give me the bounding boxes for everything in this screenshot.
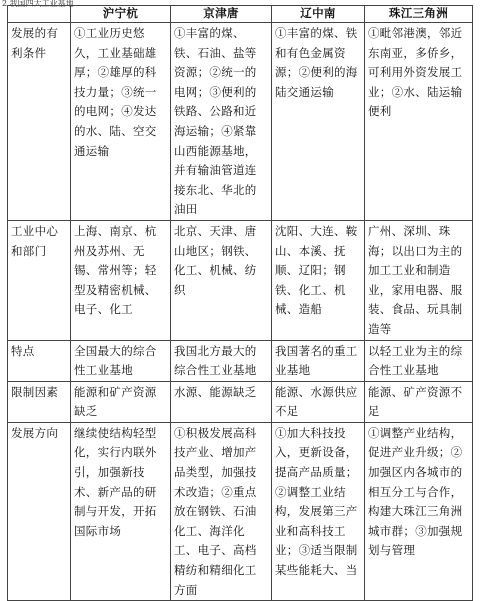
table-cell: 水源、能源缺乏 [171,381,272,422]
table-cell: 继续使结构轻型化，实行内联外引，加强新技术、新产品的研制与开发，开拓国际市场 [71,422,171,600]
table-cell: ①工业历史悠久，工业基础雄厚；②雄厚的科技力量；③统一的电网；④发达的水、陆、空交通运输 [71,23,171,221]
table-cell: 上海、南京、杭州及苏州、无锡、常州等；轻型及精密机械、电子、化工 [71,220,171,340]
header-liaozhongnan: 辽中南 [272,6,365,23]
table-row [8,340,473,381]
table-cell: 全国最大的综合性工业基地 [71,340,171,381]
row-label: 限制因素 [8,381,71,422]
industrial-bases-table [7,5,473,601]
header-corner-cell [8,6,71,23]
header-huningbang: 沪宁杭 [71,6,171,23]
table-row [8,23,473,221]
table-cell: 以轻工业为主的综合性工业基地 [365,340,473,381]
table-cell: 能源和矿产资源缺乏 [71,381,171,422]
table-cell: 能源、水源供应不足 [272,381,365,422]
table-cell: ①加大科技投入，更新设备，提高产品质量；②调整工业结构，发展第三产业和高科技工业；③适当限制某些能耗大、当 [272,422,365,600]
table-row [8,220,473,340]
table-cell: 沈阳、大连、鞍山、本溪、抚顺、辽阳；钢铁、化工、机械、造船 [272,220,365,340]
table-cell: ①毗邻港澳，邻近东南亚，多侨乡，可利用外资发展工业；②水、陆运输便利 [365,23,473,221]
table-caption: 2.我国四大工业基地 [2,0,74,8]
table-cell: 能源、矿产资源不足 [365,381,473,422]
table-cell: 我国著名的重工业基地 [272,340,365,381]
header-row [8,6,473,23]
table-cell: 我国北方最大的综合性工业基地 [171,340,272,381]
header-jingjintang: 京津唐 [171,6,272,23]
table-row [8,422,473,600]
table-cell: ①积极发展高科技产业、增加产品类型，加强技术改造；②重点放在钢铁、石油化工、海洋化工、电子、高档精纺和精细化工方面 [171,422,272,600]
table-cell: ①丰富的煤、铁和有色金属资源；②便利的海陆交通运输 [272,23,365,221]
row-label: 发展的有利条件 [8,23,71,221]
row-label: 工业中心和部门 [8,220,71,340]
row-label: 特点 [8,340,71,381]
table-row [8,381,473,422]
table-cell: 广州、深圳、珠海；以出口为主的加工工业和制造业，家用电器、服装、食品、玩具制造等 [365,220,473,340]
table-cell: ①丰富的煤、铁、石油、盐等资源；②统一的电网；③便利的铁路、公路和近海运输；④紧靠山西能源基地，并有输油管道连接东北、华北的油田 [171,23,272,221]
table-cell: ①调整产业结构，促进产业升级；②加强区内各城市的相互分工与合作，构建大珠江三角洲城市群；③加强规划与管理 [365,422,473,600]
row-label: 发展方向 [8,422,71,600]
table-cell: 北京、天津、唐山地区；钢铁、化工、机械、纺织 [171,220,272,340]
header-zhujiang-delta: 珠江三角洲 [365,6,473,23]
